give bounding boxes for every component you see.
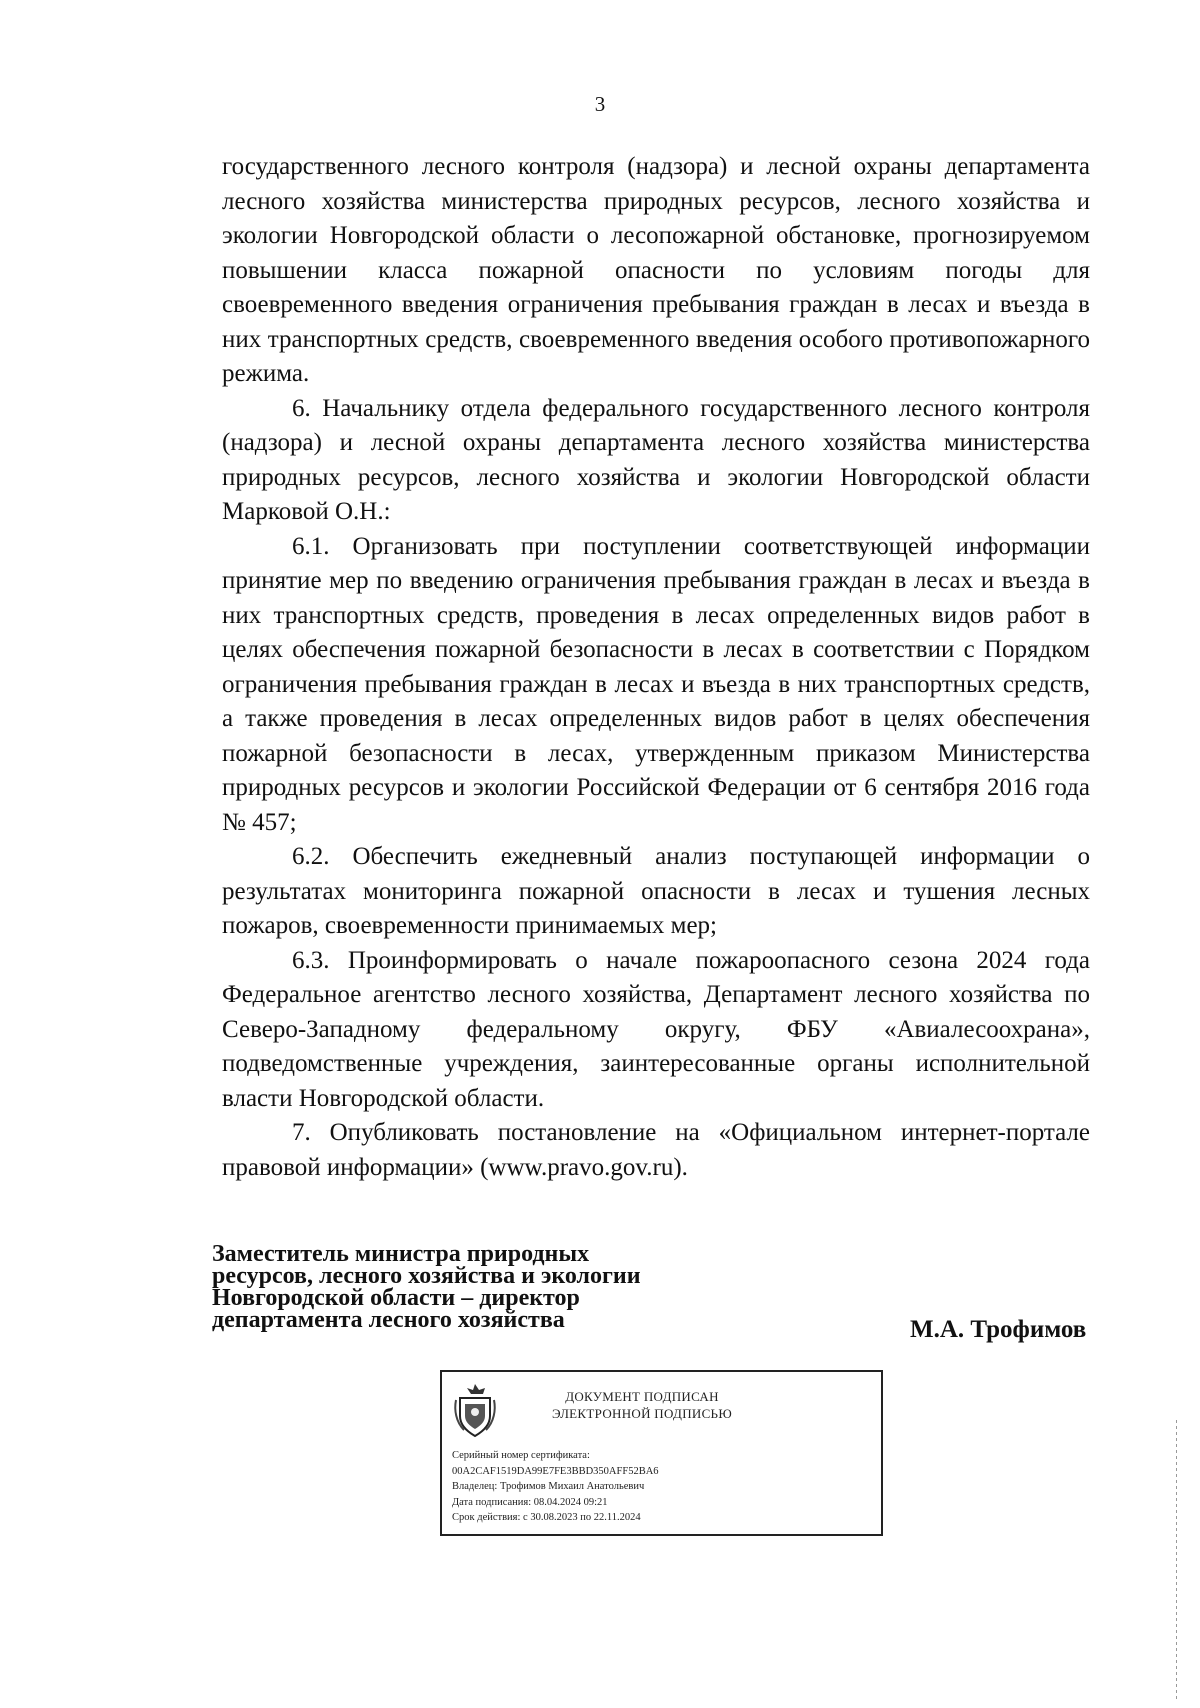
paragraph-item-7: 7. Опубликовать постановление на «Официальном интернет-портале правовой информации» (www.pravo.gov.ru). [222,1119,1090,1181]
signatory-position [212,1243,641,1331]
signatory-name: М.А. Трофимов [910,1316,1087,1343]
paragraph-item-6-1: 6.1. Организовать при поступлении соответствующей информации принятие мер по введению ограничения пребывания граждан в лесах и въезда в них транспортных средств, проведения в лесах определенных видов работ в целях обеспечения пожарной безопасности в лесах в соответствии с Порядком ограничения пребывания граждан в лесах и въезда в них транспортных средств, а также проведения в лесах определенных видов работ в целях обеспечения пожарной безопасности в лесах, утвержденным приказом Министерства природных ресурсов и экологии Российской Федерации от 6 сентября 2016 года № 457; [222,532,1090,836]
stamp-validity-period: Срок действия: с 30.08.2023 по 22.11.2024 [452,1512,641,1523]
paragraph: государственного лесного контроля (надзора) и лесной охраны департамента лесного хозяйства министерства природных ресурсов, лесного хозяйства и экологии Новгородской области о лесопожарной обстановке, прогнозируемом повышении класса пожарной опасности по условиям погоды для своевременного введения ограничения пребывания граждан в лесах и въезда в них транспортных средств, своевременного введения особого противопожарного режима. [222,153,1090,387]
signatory-position-line: ресурсов, лесного хозяйства и экологии [212,1263,641,1289]
stamp-detail-line: Серийный номер сертификата: [452,1450,590,1461]
page-number: 3 [594,92,606,116]
signatory-position-line: Новгородской области – директор [212,1285,580,1311]
signatory-position-line: департамента лесного хозяйства [212,1307,565,1333]
paragraph-item-6-3: 6.3. Проинформировать о начале пожароопасного сезона 2024 года Федеральное агентство лесного хозяйства, Департамент лесного хозяйства по Северо-Западному федеральному округу, ФБУ «Авиалесоохрана», подведомственные учреждения, заинтересованные органы исполнительной власти Новгородской области. [222,946,1090,1112]
stamp-certificate-serial: 00A2CAF1519DA99E7FE3BBD350AFF52BA6 [452,1465,659,1477]
coat-of-arms-icon [452,1382,498,1438]
stamp-title [522,1388,762,1422]
stamp-title-line: ДОКУМЕНТ ПОДПИСАН [565,1389,719,1404]
paragraph-item-6: 6. Начальнику отдела федерального государственного лесного контроля (надзора) и лесной охраны департамента лесного хозяйства министерства природных ресурсов, лесного хозяйства и экологии Новгородской области Марковой О.Н.: [222,394,1090,525]
stamp-details [452,1448,659,1526]
stamp-signing-date: Дата подписания: 08.04.2024 09:21 [452,1496,608,1508]
paragraph-item-6-2: 6.2. Обеспечить ежедневный анализ поступающей информации о результатах мониторинга пожарной опасности в лесах и тушения лесных пожаров, своевременности принимаемых мер; [222,843,1090,939]
stamp-owner: Владелец: Трофимов Михаил Анатольевич [452,1481,645,1492]
scan-margin-line [1176,1420,1177,1700]
document-body [222,150,1090,1185]
stamp-title-line: ЭЛЕКТРОННОЙ ПОДПИСЬЮ [552,1406,732,1421]
electronic-signature-stamp [440,1370,883,1536]
signatory-position-line: Заместитель министра природных [212,1241,590,1267]
